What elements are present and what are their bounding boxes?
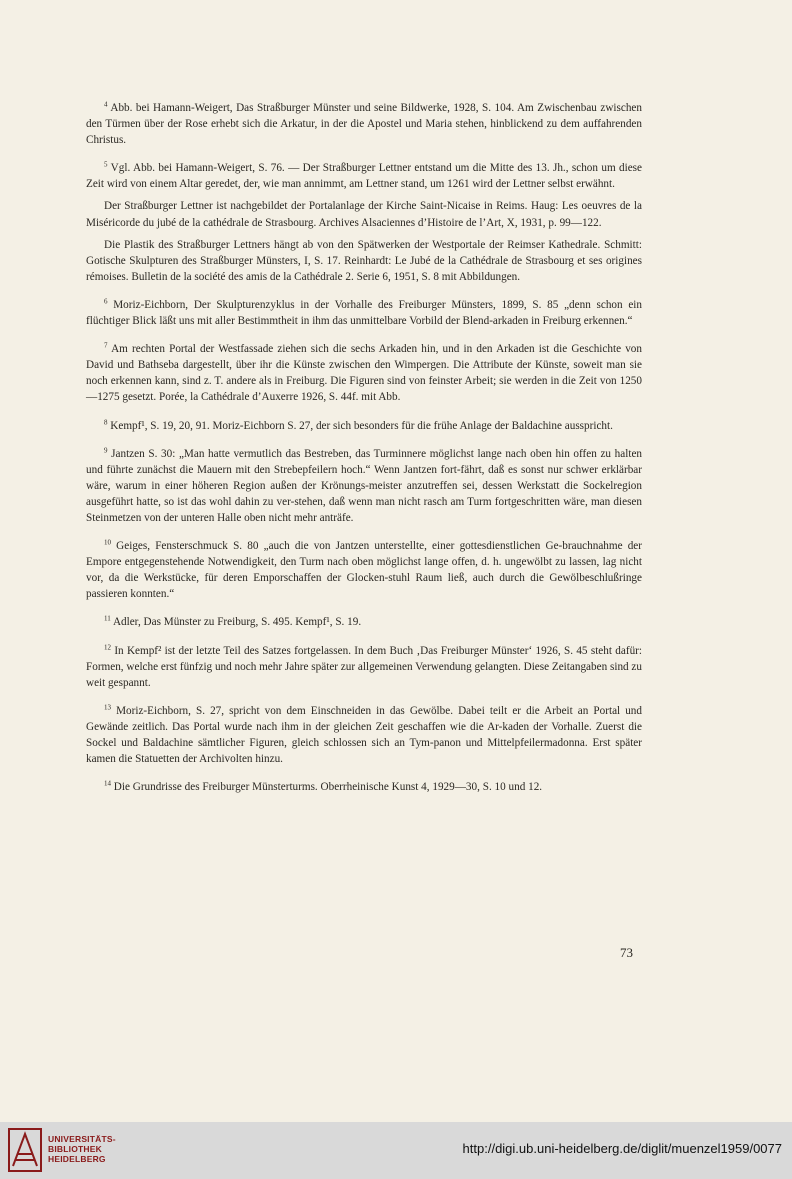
footnote-9: $^9$ Jantzen S. 30: „Man hatte vermutlich das Bestreben, das Turminnere möglichst lange nach oben hin offen zu halten und führte zunächst die Mauern mit den Strebepfeilern hoch.“ Wenn Jantzen fort-fährt, daß es sonst nur schwer erklärbar wäre, warum in einer höheren Region außen der Krönungs-meister anzutreffen sei, dessen Werkstatt die Sockelregion ausgeführt hatte, so ist das wohl dahin zu ver-stehen, daß wenn man nicht rasch am Turm fortgeschritten wäre, man diesen Steinmetzen von der unteren Halle oben nicht mehr anträfe. [86, 445, 643, 524]
footnote-11: $^{11}$ Adler, Das Münster zu Freiburg, S. 495. Kempf¹, S. 19. [104, 614, 362, 629]
footnote-7: $^7$ Am rechten Portal der Westfassade ziehen sich die sechs Arkaden hin, und in den Arkaden ist die Geschichte von David und Bathseba dargestellt, über ihr die Künste zwischen den Wimpergen. Die Attribute der Künste, soweit man sie noch erkennen kann, sind z. T. andere als in Freiburg. Die Figuren sind von feinster Arbeit; sie werden in die Zeit von 1250—1275 gesetzt. Porée, la Cathédrale d’Auxerre 1926, S. 44f. mit Abb. [86, 341, 642, 404]
footnote-5-para-3: Die Plastik des Straßburger Lettners hängt ab von den Spätwerken der Westportale der Reimser Kathedrale. Schmitt: Gotische Skulpturen des Straßburger Münsters, I, S. 17. Reinhardt: Le Jubé de la Cathédrale de Strasbourg et ses origines rémoises. Bulletin de la société des amis de la Cathédrale 2. Serie 6, 1951, S. 8 mit Abbildungen. [86, 238, 642, 283]
footnote-10: $^{10}$ Geiges, Fensterschmuck S. 80 „auch die von Jantzen unterstellte, einer gottesdienstlichen Ge-brauchnahme der Empore entgegenstehende Notwendigkeit, den Turm nach oben möglichst lange offen, d. h. ungewölbt zu lassen, lag nicht vor, da die Werkstücke, für deren Emporschaffen der Glocken-stuhl Raum ließ, auch durch die Gewölbeschlußringe passieren konnten.“ [86, 538, 642, 601]
footnote-14: $^{14}$ Die Grundrisse des Freiburger Münsterturms. Oberrheinische Kunst 4, 1929—30, S. 10 und 12. [104, 779, 543, 794]
footnote-13: $^{13}$ Moriz-Eichborn, S. 27, spricht von dem Einschneiden in das Gewölbe. Dabei teilt er die Arbeit an Portal und Gewände zeitlich. Das Portal wurde nach ihm in der gleichen Zeit geschaffen wie die Ar-kaden der Vorhalle. Zuerst die Sockel und Baldachine sämtlicher Figuren, gleich schlossen sich an Tym-panon und Mittelpfeilermadonna. Erst später kamen die Statuetten der Archivolten hinzu. [86, 703, 642, 766]
library-name: UNIVERSITÄTS- BIBLIOTHEK HEIDELBERG [48, 1134, 116, 1164]
footnote-12: $^{12}$ In Kempf² ist der letzte Teil des Satzes fortgelassen. In dem Buch ‚Das Freiburger Münster‘ 1926, S. 45 steht dafür: Formen, welche erst fünfzig und noch mehr Jahre später zur allgemeinen Verwendung gelangten. Diese Zeitangaben sind zu weit gespannt. [86, 642, 642, 689]
page-number: 73 [620, 945, 633, 960]
source-url-link[interactable]: http://digi.ub.uni-heidelberg.de/diglit/muenzel1959/0077 [462, 1141, 782, 1156]
footnote-8: $^8$ Kempf¹, S. 19, 20, 91. Moriz-Eichborn S. 27, der sich besonders für die frühe Anlage der Baldachine ausspricht. [104, 417, 613, 432]
footnote-4: $^4$ Abb. bei Hamann-Weigert, Das Straßburger Münster und seine Bildwerke, 1928, S. 104. Am Zwischenbau zwischen den Türmen über der Rose erhebt sich die Arkatur, in der die Apostel und Maria stehen, hinblickend zu dem auffahrenden Christus. [86, 100, 642, 147]
footnotes [86, 100, 642, 801]
footnote-6: $^6$ Moriz-Eichborn, Der Skulpturenzyklus in der Vorhalle des Freiburger Münsters, 1899, S. 85 „denn schon ein flüchtiger Blick läßt uns mit aller Bestimmtheit in ihm das unmittelbare Vorbild der Blend-arkaden in Freiburg erkennen.“ [86, 297, 643, 328]
footnote-5: $^5$ Vgl. Abb. bei Hamann-Weigert, S. 76. — Der Straßburger Lettner entstand um die Mitte des 13. Jh., schon um diese Zeit wird von einem Altar geredet, der, wie man annimmt, am Lettner stand, um 1261 wird der Lettner selbst erwähnt. [86, 160, 642, 191]
footnote-5-para-2: Der Straßburger Lettner ist nachgebildet der Portalanlage der Kirche Saint-Nicaise in Reims. Haug: Les oeuvres de la Miséricorde du jubé de la cathédrale de Strasbourg. Archives Alsaciennes d’Histoire de l’Art, X, 1931, p. 99—122. [86, 200, 642, 229]
heidelberg-library-logo-icon[interactable] [8, 1128, 42, 1172]
library-footer [0, 1122, 792, 1179]
